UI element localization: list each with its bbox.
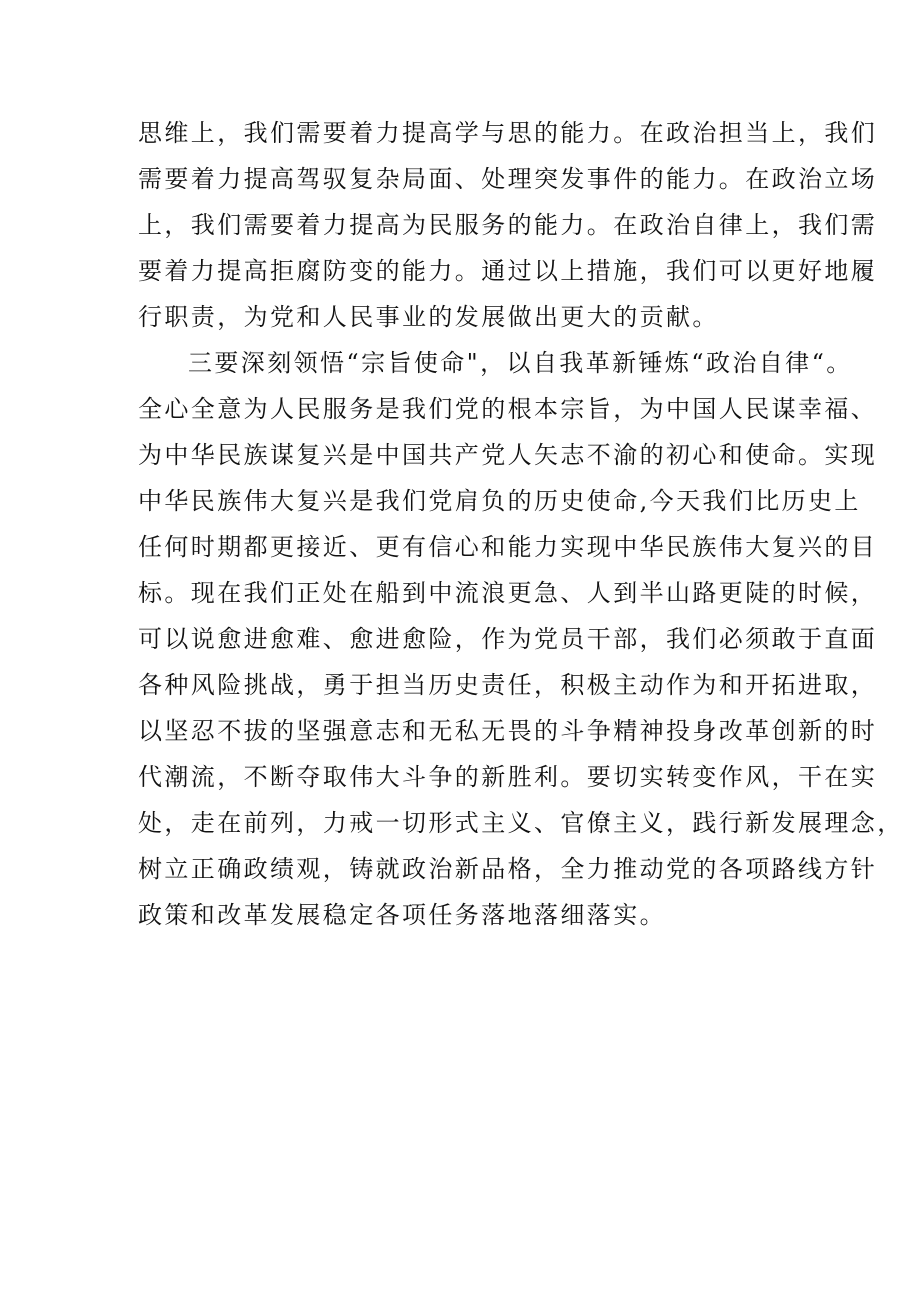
text-line: 上，我们需要着力提高为民服务的能力。在政治自律上，我们需 — [138, 211, 878, 239]
text-line: 以坚忍不拔的坚强意志和无私无畏的斗争精神投身改革创新的时 — [138, 717, 878, 745]
text-line: 各种风险挑战，勇于担当历史责任，积极主动作为和开拓进取， — [138, 671, 878, 699]
text-line: 全心全意为人民服务是我们党的根本宗旨，为中国人民谋幸福、 — [138, 395, 878, 423]
text-line: 行职责，为党和人民事业的发展做出更大的贡献。 — [138, 303, 719, 331]
text-line: 树立正确政绩观，铸就政治新品格，全力推动党的各项路线方针 — [138, 855, 878, 883]
paragraph-heading-line: 三要深刻领悟“宗旨使命"，以自我革新锤炼“政治自律“。 — [188, 349, 853, 377]
text-line: 需要着力提高驾驭复杂局面、处理突发事件的能力。在政治立场 — [138, 165, 878, 193]
text-line: 任何时期都更接近、更有信心和能力实现中华民族伟大复兴的目 — [138, 533, 878, 561]
text-line: 可以说愈进愈难、愈进愈险，作为党员干部，我们必须敢于直面 — [138, 625, 878, 653]
text-line: 要着力提高拒腐防变的能力。通过以上措施，我们可以更好地履 — [138, 257, 878, 285]
text-line: 为中华民族谋复兴是中国共产党人矢志不渝的初心和使命。实现 — [138, 441, 878, 469]
text-line: 思维上，我们需要着力提高学与思的能力。在政治担当上，我们 — [138, 119, 878, 147]
text-line: 中华民族伟大复兴是我们党肩负的历史使命,今天我们比历史上 — [138, 487, 861, 515]
body-text — [138, 110, 904, 938]
text-line: 政策和改革发展稳定各项任务落地落细落实。 — [138, 901, 666, 929]
text-line: 标。现在我们正处在船到中流浪更急、人到半山路更陡的时候， — [138, 579, 878, 607]
text-line: 处，走在前列，力戒一切形式主义、官僚主义，践行新发展理念， — [138, 809, 904, 837]
text-line: 代潮流，不断夺取伟大斗争的新胜利。要切实转变作风，干在实 — [138, 763, 878, 791]
